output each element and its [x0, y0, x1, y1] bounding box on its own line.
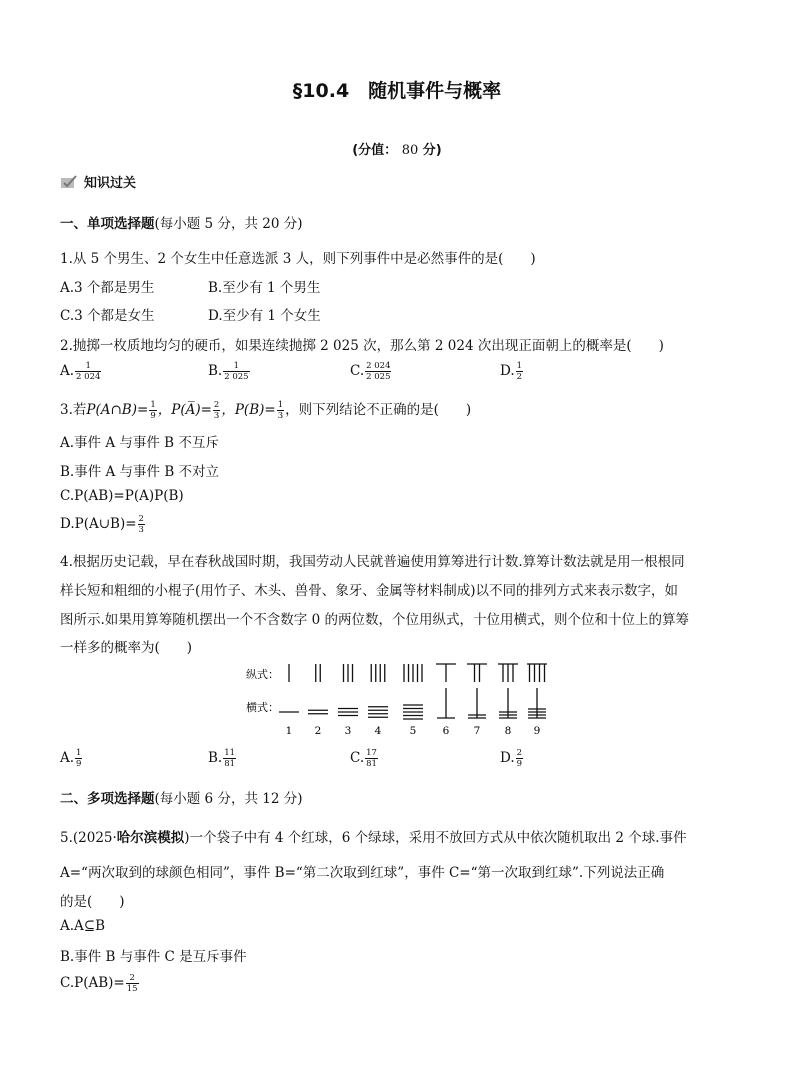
- check-note-icon: [60, 175, 78, 189]
- section2-heading: [60, 787, 302, 807]
- fraction: $\frac{1}{2 024}$: [76, 361, 101, 382]
- vertical-label: 纵式：: [246, 668, 279, 681]
- q5-option-c: C.P(AB)= $\frac{2}{15}$: [60, 973, 138, 994]
- q2-option-d: D. $\frac{1}{2}$: [500, 361, 523, 382]
- fraction: $\frac{1}{2}$: [516, 361, 523, 382]
- fraction: $\frac{2}{3}$: [213, 400, 220, 421]
- digit-label: 4: [374, 725, 382, 737]
- q3-stem: 3.若P(A∩B)= $\frac{1}{9}$ ，P(A̅)= $\frac{2}{3}$ ，P(B)= $\frac{1}{3}$ ，则下列结论不正确的是( ): [60, 400, 472, 421]
- fraction: $\frac{1}{3}$: [277, 400, 284, 421]
- score-line: [0, 139, 794, 158]
- fraction: $\frac{2}{3}$: [138, 514, 144, 535]
- q2-stem: 2.抛掷一枚质地均匀的硬币，如果连续抛掷 2 025 次，那么第 2 024 次出现正面朝上的概率是( ): [60, 338, 664, 354]
- page-title: §10.4 随机事件与概率: [292, 80, 502, 102]
- q4-line4: 一样多的概率为( ): [60, 640, 193, 656]
- fraction: $\frac{2 024}{2 025}$: [366, 361, 391, 382]
- fraction: $\frac{1}{9}$: [76, 748, 82, 769]
- digit-label: 7: [473, 725, 481, 737]
- q4-option-c: C. $\frac{17}{81}$: [350, 748, 377, 769]
- digit-label: 6: [442, 725, 450, 737]
- digit-label: 9: [533, 725, 541, 737]
- fraction: $\frac{17}{81}$: [366, 748, 377, 769]
- q5-line3: 的是( ): [60, 894, 125, 910]
- q4-option-b: B. $\frac{11}{81}$: [208, 748, 236, 769]
- fraction: $\frac{1}{9}$: [150, 400, 156, 421]
- score-unit: 分): [422, 143, 442, 158]
- fraction: $\frac{1}{2 025}$: [224, 361, 249, 382]
- section2-points: (每小题 6 分，共 12 分): [154, 791, 303, 807]
- digit-label: 8: [504, 725, 512, 737]
- q4-line1: 4.根据历史记载，早在春秋战国时期，我国劳动人民就普遍使用算筹进行计数.算筹计数法就是用一根根同: [60, 554, 685, 570]
- score-label: (分值：: [352, 143, 398, 158]
- q5-source: 哈尔滨模拟: [116, 830, 185, 846]
- q5-option-a: A.A⊆B: [60, 918, 106, 934]
- digit-label: 1: [285, 725, 293, 737]
- fraction: $\frac{2}{9}$: [516, 748, 523, 769]
- q3-option-d: D.P(A∪B)= $\frac{2}{3}$: [60, 514, 144, 535]
- q4-line3: 图所示.如果用算筹随机摆出一个不含数字 0 的两位数，个位用纵式，十位用横式，则个位和十位上的算筹: [60, 612, 689, 628]
- section1-points: (每小题 5 分，共 20 分): [154, 216, 303, 232]
- q5-line1: 5.(2025·哈尔滨模拟)一个袋子中有 4 个红球，6 个绿球，采用不放回方式从中依次随机取出 2 个球.事件: [60, 830, 687, 846]
- q5-line2: A=“两次取到的球颜色相同”，事件 B=“第二次取到红球”，事件 C=“第一次取到红球”.下列说法正确: [60, 865, 665, 881]
- horizontal-label: 横式：: [246, 701, 279, 714]
- section2-title: 二、多项选择题: [60, 791, 155, 807]
- q3-option-b: B.事件 A 与事件 B 不对立: [60, 464, 220, 480]
- q2-option-b: B. $\frac{1}{2 025}$: [208, 361, 249, 382]
- q1-option-d: D.至少有 1 个女生: [208, 308, 321, 324]
- digit-label: 5: [409, 725, 417, 737]
- q1-stem: 1.从 5 个男生、2 个女生中任意选派 3 人，则下列事件中是必然事件的是( ): [60, 251, 536, 267]
- rod-glyphs: [279, 664, 547, 719]
- digit-labels: [286, 725, 541, 737]
- section1-title: 一、单项选择题: [60, 216, 155, 232]
- q3-option-c: C.P(AB)=P(A)P(B): [60, 488, 184, 504]
- q4-option-a: A. $\frac{1}{9}$: [60, 748, 82, 769]
- digit-label: 3: [344, 725, 352, 737]
- knowledge-label: 知识过关: [84, 176, 137, 191]
- counting-rods-figure: [240, 660, 560, 740]
- score-value: 80: [401, 143, 419, 158]
- q1-option-c: C.3 个都是女生: [60, 308, 155, 324]
- digit-label: 2: [314, 725, 322, 737]
- q5-option-b: B.事件 B 与事件 C 是互斥事件: [60, 949, 247, 965]
- section1-heading: [60, 212, 302, 232]
- q3-option-a: A.事件 A 与事件 B 不互斥: [60, 435, 219, 451]
- fraction: $\frac{11}{81}$: [224, 748, 236, 769]
- knowledge-section-header: [60, 172, 136, 191]
- q2-option-a: A. $\frac{1}{2 024}$: [60, 361, 101, 382]
- q2-option-c: C. $\frac{2 024}{2 025}$: [350, 361, 391, 382]
- q1-option-b: B.至少有 1 个男生: [208, 280, 321, 296]
- q4-line2: 样长短和粗细的小棍子(用竹子、木头、兽骨、象牙、金属等材料制成)以不同的排列方式来表示数字，如: [60, 583, 679, 599]
- fraction: $\frac{2}{15}$: [126, 973, 138, 994]
- q4-option-d: D. $\frac{2}{9}$: [500, 748, 523, 769]
- q1-option-a: A.3 个都是男生: [60, 280, 155, 296]
